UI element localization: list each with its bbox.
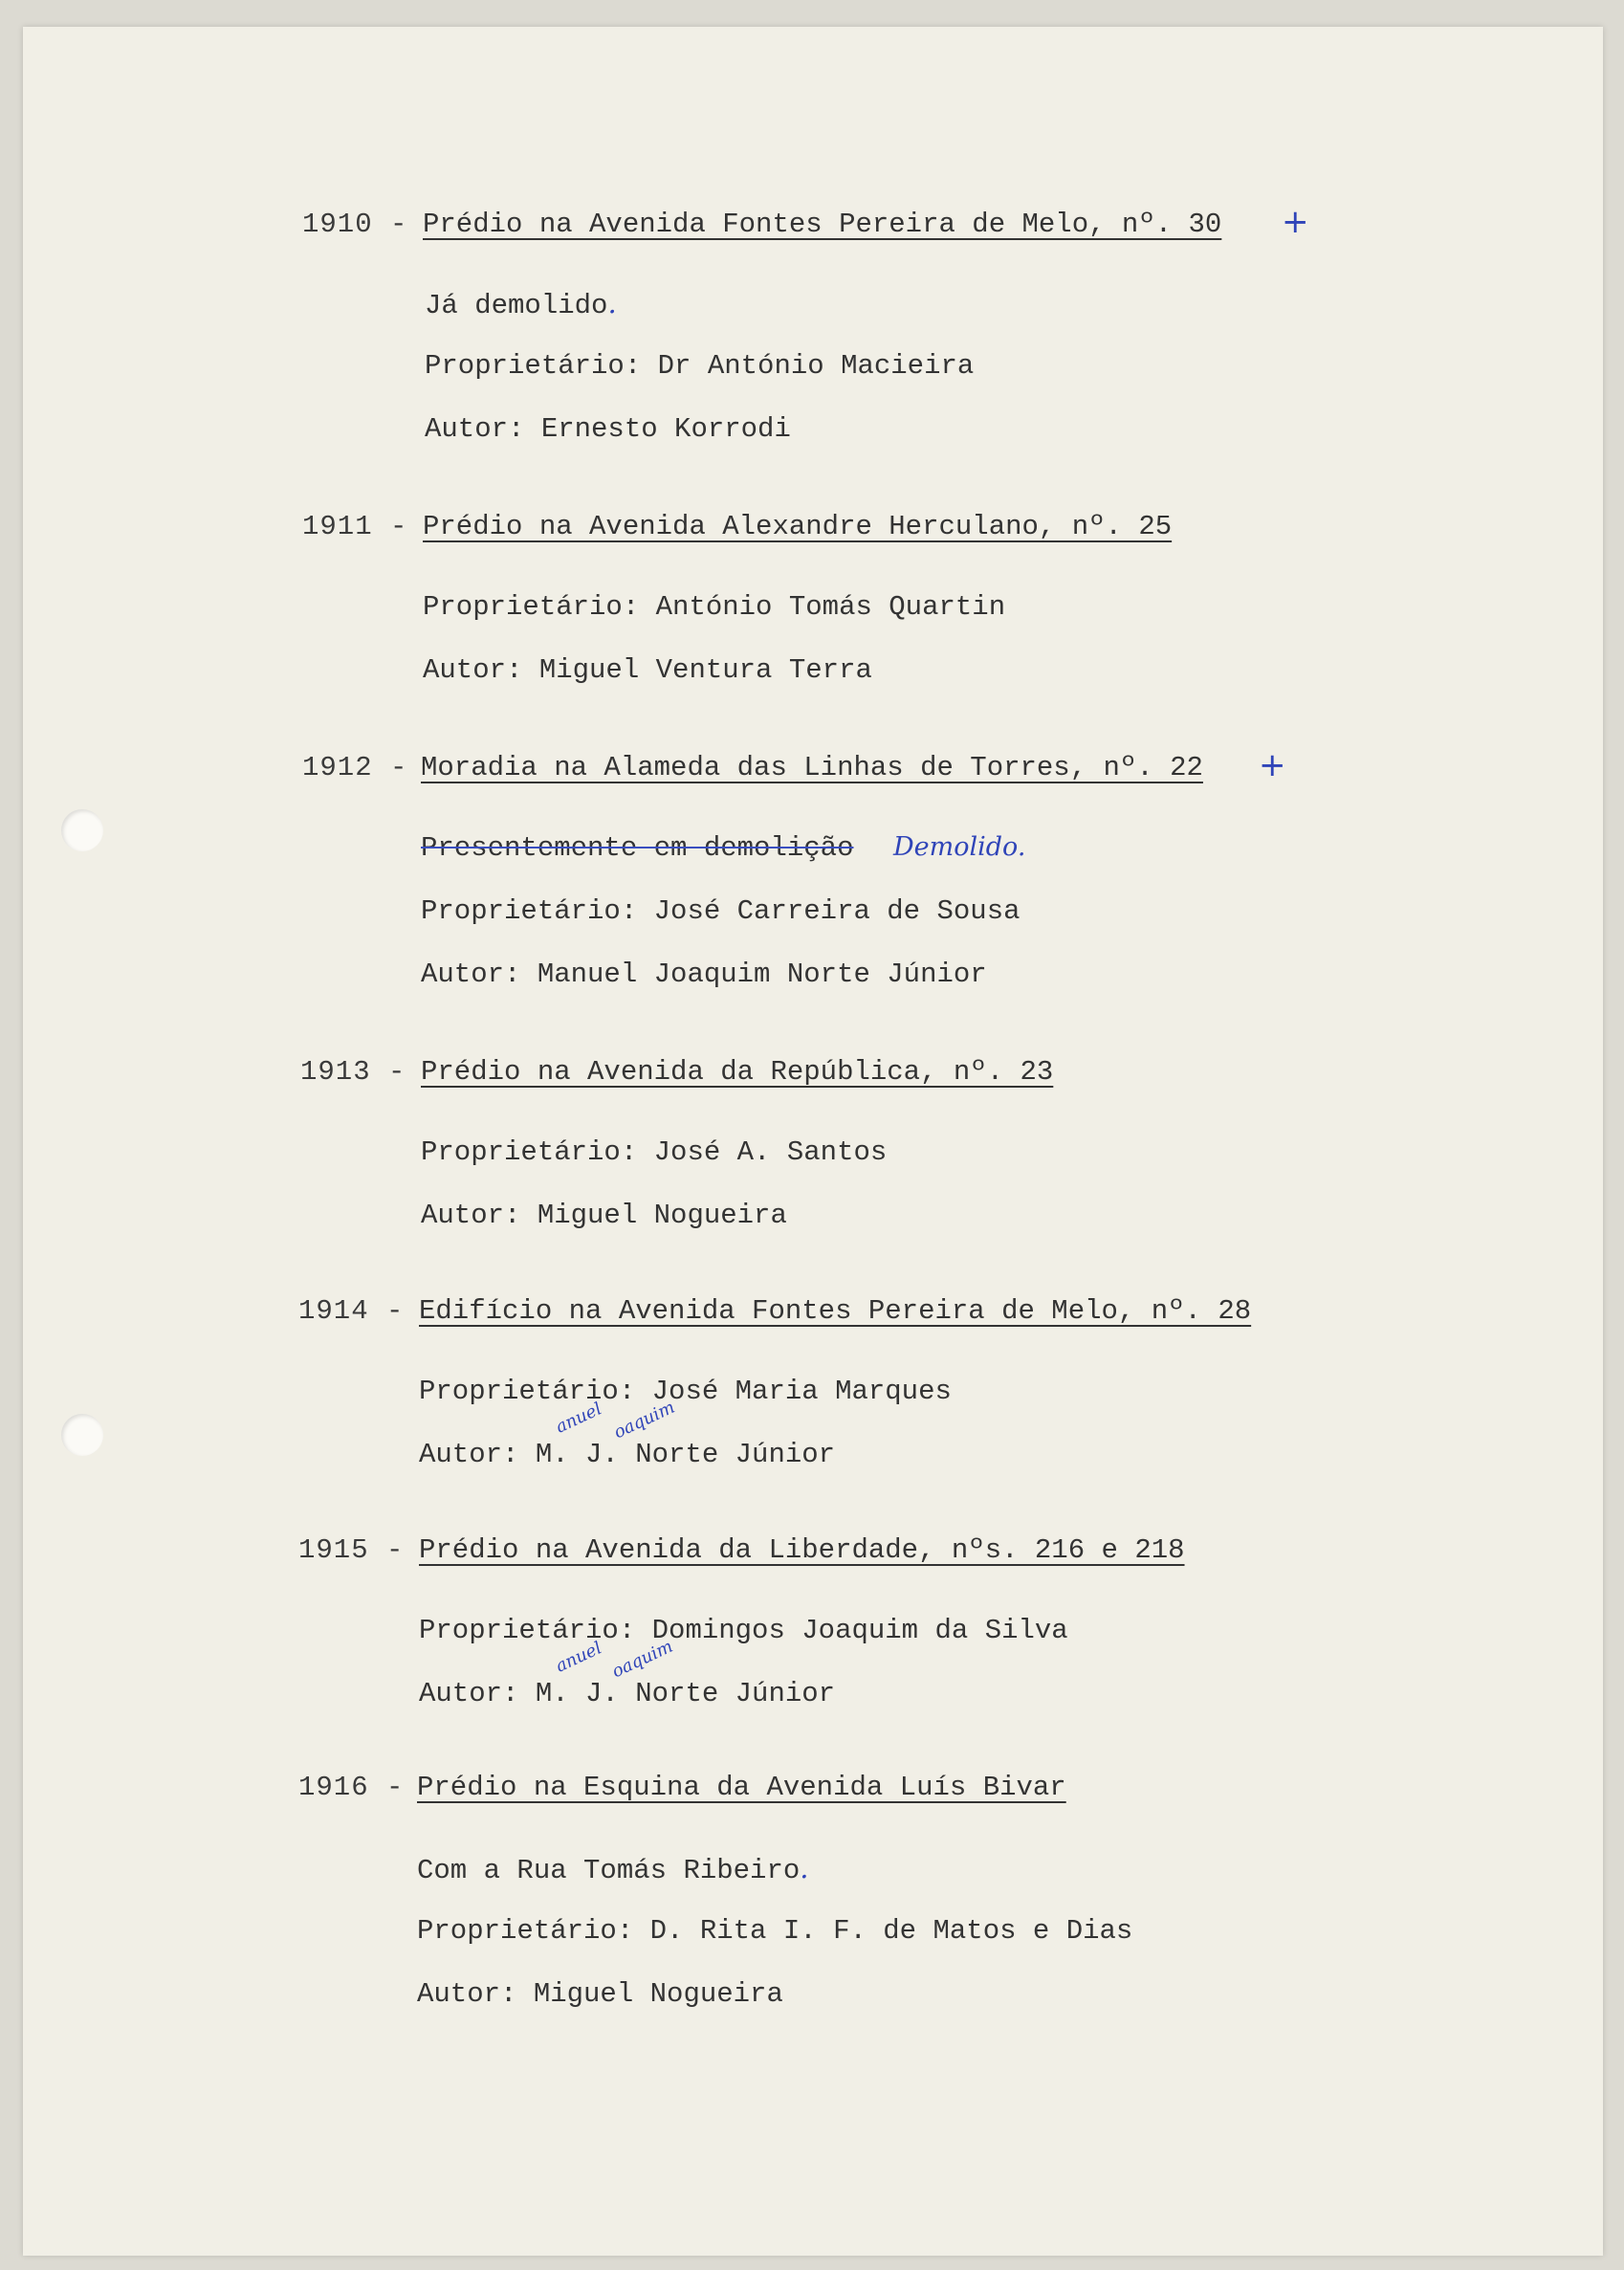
handwritten-insert: oaquim xyxy=(608,1636,676,1683)
entry-title: Prédio na Avenida da Liberdade, nºs. 216 e 218 xyxy=(419,1534,1185,1566)
entry-author: Autor: M. J. Norte Júnior xyxy=(419,1678,836,1709)
handwritten-note: Demolido. xyxy=(893,832,1026,862)
entry-note: Já demolido. xyxy=(425,287,617,321)
handwritten-dot: . xyxy=(800,1852,809,1884)
handwritten-cross-mark: + xyxy=(1282,203,1309,241)
entry-author: Autor: Miguel Ventura Terra xyxy=(423,654,872,686)
entry-title: Moradia na Alameda das Linhas de Torres, nº. 22 xyxy=(421,752,1203,783)
handwritten-insert: oaquim xyxy=(610,1397,678,1444)
entry-author: Autor: Miguel Nogueira xyxy=(417,1978,783,2010)
entry-title: Prédio na Avenida Fontes Pereira de Melo, nº. 30 xyxy=(423,209,1222,240)
entry-title: Prédio na Esquina da Avenida Luís Bivar xyxy=(417,1772,1066,1803)
entry-title: Prédio na Avenida Alexandre Herculano, nº. 25 xyxy=(423,511,1173,542)
entry-owner: Proprietário: José Maria Marques xyxy=(419,1376,952,1407)
entry-owner: Proprietário: José Carreira de Sousa xyxy=(421,895,1020,927)
entry-year: 1911 - xyxy=(302,511,408,542)
entry-year: 1913 - xyxy=(300,1056,406,1088)
entry-author: Autor: Ernesto Korrodi xyxy=(425,413,791,445)
entry-author: Autor: Miguel Nogueira xyxy=(421,1200,787,1231)
entry-year: 1912 - xyxy=(302,752,408,783)
handwritten-insert: anuel xyxy=(552,1638,605,1677)
entry-year: 1916 - xyxy=(298,1772,405,1803)
entry-owner: Proprietário: José A. Santos xyxy=(421,1136,888,1168)
entry-note: Com a Rua Tomás Ribeiro. xyxy=(417,1852,809,1886)
entry-title: Prédio na Avenida da República, nº. 23 xyxy=(421,1056,1054,1088)
entry-year: 1915 - xyxy=(298,1534,405,1566)
entry-owner: Proprietário: D. Rita I. F. de Matos e Dias xyxy=(417,1915,1133,1947)
entry-year: 1910 - xyxy=(302,209,408,240)
entry-title: Edifício na Avenida Fontes Pereira de Melo, nº. 28 xyxy=(419,1295,1252,1327)
struck-note: Presentemente em demolição xyxy=(421,832,854,864)
handwritten-cross-mark: + xyxy=(1259,746,1286,784)
entry-year: 1914 - xyxy=(298,1295,405,1327)
entry-owner: Proprietário: Domingos Joaquim da Silva xyxy=(419,1615,1068,1646)
handwritten-insert: anuel xyxy=(552,1399,605,1438)
entry-author: Autor: M. J. Norte Júnior xyxy=(419,1439,836,1470)
entry-owner: Proprietário: Dr António Macieira xyxy=(425,350,975,382)
entry-author: Autor: Manuel Joaquim Norte Júnior xyxy=(421,959,987,990)
handwritten-dot: . xyxy=(607,287,617,320)
entry-owner: Proprietário: António Tomás Quartin xyxy=(423,591,1006,623)
